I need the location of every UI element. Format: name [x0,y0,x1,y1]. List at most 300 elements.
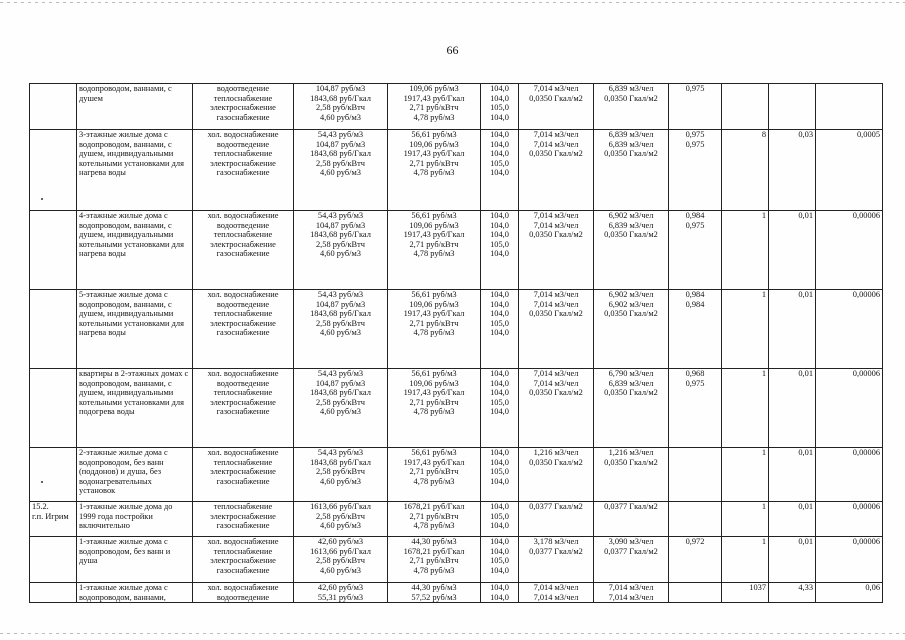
cell-coefficient [669,211,722,290]
cell-norm-current-line: 0,0377 Гкал/м2 [529,502,583,511]
cell-tariff-current-line: 1843,68 руб/Гкал [310,149,371,159]
cell-services-line: теплоснабжение [213,546,273,556]
cell-index [481,369,519,448]
cell-value-1 [769,537,816,583]
cell-value-1 [769,369,816,448]
cell-tariff-new-line: 4,78 руб/м3 [413,168,455,178]
cell-value-2 [816,211,883,290]
cell-coefficient-line: 0,975 [685,84,705,93]
cell-tariff-current-line: 2,58 руб/кВтч [315,397,366,407]
cell-value-1-text: 0,01 [798,369,813,378]
cell-tariff-current-line: 42,60 руб/м3 [317,583,364,592]
cell-norm-new [594,130,669,211]
cell-norm-new [594,448,669,502]
cell-count [722,290,769,369]
cell-count-text: 1 [761,290,766,299]
cell-index-line: 104,0 [490,583,509,592]
cell-count-text: 1 [761,211,766,220]
cell-tariff-current-line: 4,60 руб/м3 [320,168,361,178]
cell-services-line: электроснабжение [210,158,276,168]
cell-count [722,84,769,130]
cell-index-line: 104,0 [490,230,509,240]
cell-tariff-current-line: 54,43 руб/м3 [317,369,364,378]
cell-value-2-text: 0,0005 [856,130,880,139]
cell-norm-current [519,537,594,583]
cell-norm-current-line: 0,0350 Гкал/м2 [529,309,583,319]
cell-index-line: 104,0 [490,476,509,486]
cell-tariff-current [294,369,388,448]
cell-tariff-new [388,502,481,537]
cell-tariff-current-line: 2,58 руб/кВтч [315,239,366,249]
cell-index-line: 105,0 [490,397,509,407]
cell-services-line: хол. водоснабжение [207,211,279,220]
cell-norm-current-line: 0,0350 Гкал/м2 [529,230,583,240]
cell-value-1-text: 0,01 [798,290,813,299]
cell-norm-new-line: 6,839 м3/чел [608,130,654,139]
cell-tariff-new-line: 1678,21 руб/Гкал [403,502,465,511]
cell-value-1 [769,84,816,130]
cell-services-line: газоснабжение [216,249,270,259]
cell-services [193,369,294,448]
cell-value-1 [769,502,816,537]
cell-tariff-current-line: 104,87 руб/м3 [315,378,366,388]
cell-housing-type-text: 4-этажные жилые дома с водопроводом, ваннами, с душем, индивидуальными котельными установками для нагрева воды [79,211,184,259]
table-row [30,211,883,290]
cell-services-line: электроснабжение [210,318,276,328]
cell-tariff-new-line: 2,71 руб/кВтч [409,103,459,113]
cell-index [481,84,519,130]
cell-index-line: 104,0 [490,407,509,417]
cell-value-1 [769,211,816,290]
cell-tariff-current-line: 2,58 руб/кВтч [315,556,366,566]
cell-tariff-current-line: 54,43 руб/м3 [317,211,364,220]
cell-norm-current [519,130,594,211]
cell-norm-new-line: 0,0350 Гкал/м2 [604,149,658,159]
cell-coefficient [669,369,722,448]
cell-norm-new-line: 6,902 м3/чел [608,299,654,309]
cell-index-line: 104,0 [490,388,509,398]
cell-tariff-current-line: 1843,68 руб/Гкал [310,457,371,467]
cell-norm-new-line: 6,839 м3/чел [608,84,654,93]
cell-tariff-current [294,211,388,290]
cell-housing-type-text: 1-этажные жилые дома до 1999 года постройки включительно [79,502,173,531]
cell-coefficient-line: 0,984 [685,299,705,309]
cell-tariff-new-line: 2,71 руб/кВтч [409,511,459,521]
cell-index-line: 105,0 [490,158,509,168]
cell-tariff-new-line: 1917,43 руб/Гкал [403,309,465,319]
cell-value-2-text: 0,00006 [852,369,880,378]
cell-tariff-new-line: 109,06 руб/м3 [409,378,459,388]
cell-tariff-current-line: 54,43 руб/м3 [317,448,364,457]
cell-coefficient-line: 0,984 [685,211,705,220]
cell-index-line: 104,0 [490,112,509,122]
cell-index-line: 104,0 [490,168,509,178]
cell-coefficient-line: 0,975 [685,378,705,388]
cell-norm-current-line: 0,0350 Гкал/м2 [529,457,583,467]
cell-tariff-new-line: 56,61 руб/м3 [411,130,457,139]
cell-norm-current [519,448,594,502]
cell-tariff-new [388,211,481,290]
cell-count [722,130,769,211]
cell-index-line: 104,0 [490,130,509,139]
cell-value-2-text: 0,06 [865,583,880,592]
cell-housing-type [77,290,193,369]
cell-norm-current-line: 7,014 м3/чел [533,220,579,230]
cell-tariff-current-line: 55,31 руб/м3 [317,592,364,602]
cell-tariff-current-line: 42,60 руб/м3 [317,537,364,546]
cell-housing-type-text: 3-этажные жилые дома с водопроводом, ваннами, с душем, индивидуальными котельными установками для нагрева воды [79,130,184,178]
cell-index-line: 104,0 [490,457,509,467]
cell-tariff-new-line: 4,78 руб/м3 [413,328,455,338]
cell-number [30,84,77,130]
cell-tariff-new-line: 109,06 руб/м3 [409,299,459,309]
cell-services-line: газоснабжение [216,476,270,486]
cell-value-2 [816,290,883,369]
cell-tariff-current-line: 2,58 руб/кВтч [315,158,366,168]
cell-value-2-text: 0,00006 [852,537,880,546]
cell-norm-new [594,211,669,290]
cell-tariff-new [388,537,481,583]
cell-index-line: 104,0 [490,537,509,546]
cell-index-line: 104,0 [490,249,509,259]
cell-value-1 [769,130,816,211]
cell-services [193,448,294,502]
cell-index [481,130,519,211]
cell-tariff-new-line: 44,30 руб/м3 [411,537,457,546]
cell-tariff-new-line: 1678,21 руб/Гкал [403,546,465,556]
cell-tariff-new-line: 109,06 руб/м3 [409,220,459,230]
cell-tariff-current-line: 104,87 руб/м3 [315,84,366,93]
cell-value-2-text: 0,00006 [852,502,880,511]
cell-tariff-new-line: 4,78 руб/м3 [413,521,455,531]
cell-tariff-new-line: 2,71 руб/кВтч [409,239,459,249]
cell-services-line: теплоснабжение [213,388,273,398]
cell-tariff-current-line: 4,60 руб/м3 [320,249,361,259]
cell-norm-current-line: 7,014 м3/чел [533,378,579,388]
cell-tariff-new-line: 56,61 руб/м3 [411,448,457,457]
cell-tariff-current-line: 104,87 руб/м3 [315,220,366,230]
cell-services-line: водоотведение [216,139,270,149]
cell-index [481,211,519,290]
cell-tariff-current-line: 104,87 руб/м3 [315,139,366,149]
cell-tariff-current-line: 4,60 руб/м3 [320,476,361,486]
cell-norm-current-line: 7,014 м3/чел [533,299,579,309]
cell-tariff-new-line: 1917,43 руб/Гкал [403,457,465,467]
cell-tariff-new-line: 56,61 руб/м3 [411,211,457,220]
cell-norm-new-line: 0,0377 Гкал/м2 [604,502,658,511]
cell-count [722,211,769,290]
cell-coefficient [669,130,722,211]
cell-tariff-current-line: 2,58 руб/кВтч [315,511,366,521]
cell-services-line: теплоснабжение [213,457,273,467]
table-row [30,369,883,448]
cell-count [722,502,769,537]
cell-index-line: 104,0 [490,309,509,319]
cell-index-line: 104,0 [490,211,509,220]
cell-tariff-new-line: 1917,43 руб/Гкал [403,93,465,103]
cell-services-line: теплоснабжение [213,93,273,103]
cell-services-line: водоотведение [216,220,270,230]
cell-housing-type-text: 1-этажные жилые дома с водопроводом, ваннами, [79,583,168,602]
cell-tariff-new [388,369,481,448]
cell-tariff-current [294,290,388,369]
cell-services-line: газоснабжение [216,112,270,122]
cell-tariff-current-line: 4,60 руб/м3 [320,521,361,531]
cell-tariff-current-line: 2,58 руб/кВтч [315,318,366,328]
cell-tariff-new-line: 56,61 руб/м3 [411,290,457,299]
cell-tariff-current [294,84,388,130]
cell-tariff-new [388,583,481,603]
cell-coefficient-line: 0,968 [685,369,705,378]
cell-index-line: 104,0 [490,93,509,103]
cell-norm-current [519,369,594,448]
cell-index-line: 104,0 [490,220,509,230]
cell-tariff-new-line: 2,71 руб/кВтч [409,467,459,477]
cell-norm-current [519,84,594,130]
cell-norm-current-line: 7,014 м3/чел [533,592,579,602]
table-row [30,130,883,211]
cell-tariff-current-line: 1613,66 руб/Гкал [310,546,371,556]
cell-norm-current-line: 7,014 м3/чел [533,130,579,139]
cell-coefficient-line: 0,975 [685,220,705,230]
cell-tariff-current [294,583,388,603]
cell-count-text: 8 [761,130,766,139]
cell-count-text: 1 [761,502,766,511]
cell-norm-new [594,583,669,603]
cell-housing-type [77,502,193,537]
cell-norm-new [594,369,669,448]
cell-tariff-current [294,130,388,211]
cell-norm-new-line: 3,090 м3/чел [608,537,654,546]
cell-norm-current-line: 3,178 м3/чел [533,537,579,546]
cell-norm-new-line: 0,0350 Гкал/м2 [604,388,658,398]
cell-index-line: 105,0 [490,318,509,328]
cell-norm-new-line: 6,839 м3/чел [608,139,654,149]
cell-index-line: 104,0 [490,139,509,149]
cell-index-line: 104,0 [490,149,509,159]
cell-index-line: 104,0 [490,299,509,309]
cell-norm-current-line: 0,0350 Гкал/м2 [529,388,583,398]
cell-tariff-new-line: 1917,43 руб/Гкал [403,388,465,398]
cell-services-line: газоснабжение [216,407,270,417]
cell-norm-current [519,290,594,369]
cell-norm-new-line: 0,0350 Гкал/м2 [604,309,658,319]
cell-value-2 [816,537,883,583]
cell-value-2 [816,369,883,448]
cell-services-line: электроснабжение [210,103,276,113]
cell-norm-current [519,502,594,537]
cell-tariff-current [294,502,388,537]
cell-number [30,369,77,448]
cell-tariff-new-line: 4,78 руб/м3 [413,112,455,122]
cell-tariff-current [294,448,388,502]
cell-tariff-new-line: 56,61 руб/м3 [411,369,457,378]
cell-services-line: хол. водоснабжение [207,448,279,457]
cell-norm-new [594,290,669,369]
cell-housing-type-text: водопроводом, ваннами, с душем [79,84,172,103]
cell-index-line: 105,0 [490,467,509,477]
cell-tariff-new-line: 2,71 руб/кВтч [409,556,459,566]
cell-norm-new-line: 1,216 м3/чел [608,448,654,457]
cell-norm-current-line: 1,216 м3/чел [533,448,579,457]
cell-tariff-current-line: 4,60 руб/м3 [320,407,361,417]
cell-index-line: 105,0 [490,511,509,521]
cell-index-line: 105,0 [490,103,509,113]
table-row [30,290,883,369]
cell-norm-current-line: 0,0350 Гкал/м2 [529,149,583,159]
settlement-name: г.п. Игрим [32,511,69,521]
table-body [30,84,883,603]
cell-norm-current-line: 7,014 м3/чел [533,369,579,378]
cell-index [481,290,519,369]
cell-tariff-current-line: 4,60 руб/м3 [320,565,361,575]
cell-norm-new-line: 0,0350 Гкал/м2 [604,93,658,103]
cell-services [193,537,294,583]
cell-services-line: электроснабжение [210,397,276,407]
cell-services-line: хол. водоснабжение [207,130,279,139]
cell-services [193,211,294,290]
cell-tariff-new-line: 1917,43 руб/Гкал [403,230,465,240]
cell-index-line: 104,0 [490,290,509,299]
cell-tariff-new [388,130,481,211]
cell-housing-type [77,84,193,130]
cell-number [30,537,77,583]
cell-norm-new-line: 6,839 м3/чел [608,378,654,388]
cell-norm-current-line: 7,014 м3/чел [533,84,579,93]
cell-value-2-text: 0,00006 [852,211,880,220]
cell-services-line: электроснабжение [210,556,276,566]
cell-services-line: водоотведение [216,592,270,602]
cell-services [193,290,294,369]
cell-housing-type-text: 2-этажные жилые дома с водопроводом, без ванн (поддонов) и душа, без водонагревательных установок [79,448,168,496]
cell-tariff-new-line: 4,78 руб/м3 [413,565,455,575]
table-row [30,448,883,502]
cell-index-line: 105,0 [490,556,509,566]
cell-tariff-current-line: 54,43 руб/м3 [317,290,364,299]
cell-number [30,130,77,211]
cell-value-2-text: 0,00006 [852,448,880,457]
cell-services [193,583,294,603]
cell-norm-current-line: 7,014 м3/чел [533,290,579,299]
cell-norm-new-line: 7,014 м3/чел [608,592,654,602]
cell-index-line: 104,0 [490,378,509,388]
cell-coefficient-line: 0,984 [685,290,705,299]
cell-services-line: электроснабжение [210,239,276,249]
cell-value-1 [769,448,816,502]
cell-housing-type [77,448,193,502]
cell-tariff-new-line: 2,71 руб/кВтч [409,318,459,328]
cell-tariff-current-line: 2,58 руб/кВтч [315,103,366,113]
cell-tariff-new-line: 44,30 руб/м3 [411,583,457,592]
cell-coefficient [669,290,722,369]
cell-housing-type [77,211,193,290]
cell-count [722,583,769,603]
row-number: 15.2. [32,502,49,511]
cell-tariff-new [388,84,481,130]
cell-coefficient [669,84,722,130]
cell-value-1-text: 4,33 [798,583,813,592]
cell-norm-current-line: 7,014 м3/чел [533,583,579,592]
cell-services-line: теплоснабжение [213,309,273,319]
cell-count [722,448,769,502]
cell-index-line: 104,0 [490,565,509,575]
cell-housing-type [77,369,193,448]
cell-services-line: хол. водоснабжение [207,369,279,378]
cell-value-1-text: 0,01 [798,502,813,511]
cell-value-1-text: 0,01 [798,537,813,546]
cell-tariff-new [388,448,481,502]
cell-value-2 [816,130,883,211]
cell-norm-new-line: 6,902 м3/чел [608,211,654,220]
cell-norm-new-line: 0,0350 Гкал/м2 [604,457,658,467]
cell-value-1 [769,583,816,603]
cell-coefficient [669,502,722,537]
cell-housing-type-text: 1-этажные жилые дома с водопроводом, без ванн и душа [79,537,171,566]
cell-tariff-current [294,537,388,583]
cell-number [30,290,77,369]
cell-services-line: газоснабжение [216,565,270,575]
cell-tariff-new-line: 2,71 руб/кВтч [409,397,459,407]
cell-tariff-new-line: 4,78 руб/м3 [413,407,455,417]
cell-tariff-new-line: 109,06 руб/м3 [409,84,459,93]
cell-services-line: водоотведение [216,378,270,388]
cell-count-text: 1 [761,448,766,457]
cell-index [481,502,519,537]
cell-housing-type [77,130,193,211]
cell-services-line: водоотведение [216,299,270,309]
cell-services-line: газоснабжение [216,521,270,531]
cell-tariff-current-line: 1843,68 руб/Гкал [310,93,371,103]
cell-number [30,502,77,537]
cell-housing-type [77,583,193,603]
cell-number [30,211,77,290]
cell-norm-current [519,583,594,603]
cell-services-line: хол. водоснабжение [207,290,279,299]
cell-coefficient-line: 0,975 [685,139,705,149]
cell-services [193,130,294,211]
cell-value-1-text: 0,03 [798,130,813,139]
cell-number [30,583,77,603]
cell-value-2 [816,583,883,603]
cell-index [481,537,519,583]
cell-norm-new-line: 6,790 м3/чел [608,369,654,378]
cell-norm-new [594,537,669,583]
cell-services-line: водоотведение [216,84,270,93]
table-row [30,84,883,130]
cell-norm-current-line: 0,0350 Гкал/м2 [529,93,583,103]
cell-index-line: 104,0 [490,448,509,457]
cell-services-line: хол. водоснабжение [207,537,279,546]
cell-coefficient-line: 0,972 [685,537,705,546]
cell-services-line: теплоснабжение [213,149,273,159]
cell-coefficient [669,448,722,502]
cell-housing-type-text: квартиры в 2-этажных домах с водопроводом, ваннами, с душем, индивидуальными котельными установками для подогрева воды [79,369,189,417]
cell-tariff-current-line: 54,43 руб/м3 [317,130,364,139]
cell-count-text: 1 [761,369,766,378]
cell-norm-new [594,84,669,130]
cell-services-line: газоснабжение [216,168,270,178]
cell-services-line: теплоснабжение [213,502,273,511]
cell-housing-type [77,537,193,583]
cell-index-line: 104,0 [490,502,509,511]
cell-index-line: 104,0 [490,328,509,338]
cell-tariff-current-line: 1843,68 руб/Гкал [310,388,371,398]
cell-norm-new [594,502,669,537]
cell-services [193,502,294,537]
cell-index-line: 104,0 [490,84,509,93]
cell-tariff-current-line: 1843,68 руб/Гкал [310,309,371,319]
cell-index [481,448,519,502]
